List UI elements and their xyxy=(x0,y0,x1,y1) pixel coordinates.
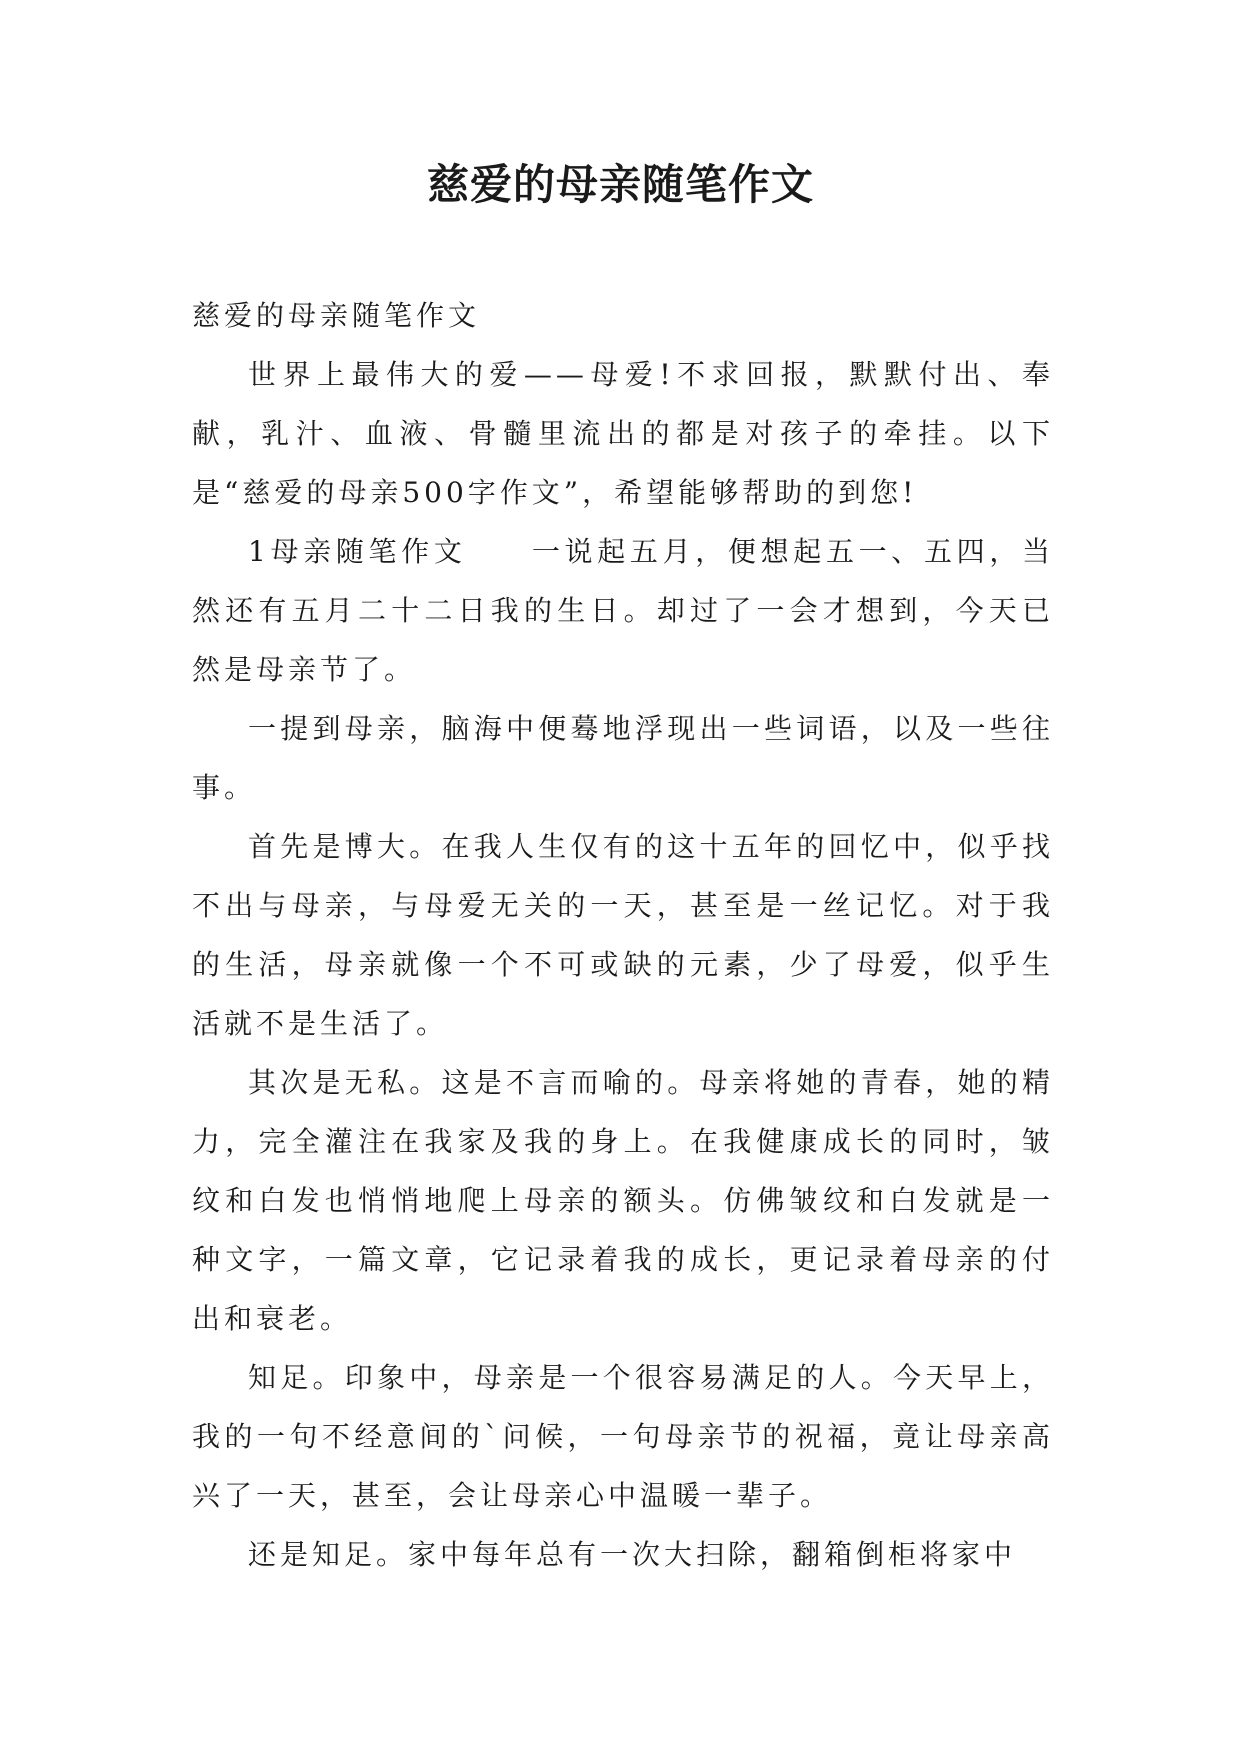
paragraph: 1母亲随笔作文 一说起五月，便想起五一、五四，当然还有五月二十二日我的生日。却过了一会才想到，今天已然是母亲节了。 xyxy=(192,535,1054,686)
paragraph: 一提到母亲，脑海中便蓦地浮现出一些词语，以及一些往事。 xyxy=(192,712,1054,804)
paragraph-heading: 慈爱的母亲随笔作文 xyxy=(192,299,481,332)
paragraph: 首先是博大。在我人生仅有的这十五年的回忆中，似乎找不出与母亲，与母爱无关的一天，甚至是一丝记忆。对于我的生活，母亲就像一个不可或缺的元素，少了母爱，似乎生活就不是生活了。 xyxy=(192,830,1054,1040)
paragraph: 其次是无私。这是不言而喻的。母亲将她的青春，她的精力，完全灌注在我家及我的身上。在我健康成长的同时，皱纹和白发也悄悄地爬上母亲的额头。仿佛皱纹和白发就是一种文字，一篇文章，它记录着我的成长，更记录着母亲的付出和衰老。 xyxy=(192,1066,1054,1335)
document-title: 慈爱的母亲随笔作文 xyxy=(426,160,814,209)
paragraph: 知足。印象中，母亲是一个很容易满足的人。今天早上，我的一句不经意间的`问候，一句母亲节的祝福，竟让母亲高兴了一天，甚至，会让母亲心中温暖一辈子。 xyxy=(192,1361,1054,1512)
paragraph: 世界上最伟大的爱——母爱!不求回报，默默付出、奉献，乳汁、血液、骨髓里流出的都是对孩子的牵挂。以下是“慈爱的母亲500字作文”，希望能够帮助的到您! xyxy=(192,358,1054,509)
paragraph: 还是知足。家中每年总有一次大扫除，翻箱倒柜将家中 xyxy=(248,1538,1017,1571)
document-body xyxy=(192,286,1054,1584)
